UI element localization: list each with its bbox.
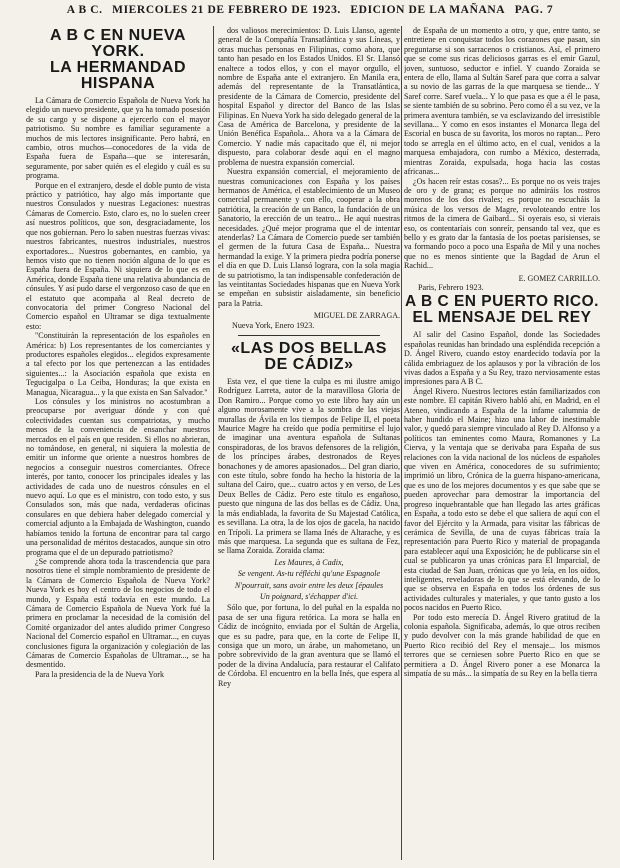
verse-line: Un poignard, s'échapper d'ici. xyxy=(259,591,359,601)
edition-label: EDICION DE LA MAÑANA xyxy=(350,4,506,16)
paragraph: La Cámara de Comercio Española de Nueva York ha elegido un nuevo presidente, que ya ha tomado posesión de su cargo y se dispone a ejercerlo con el mayor patriotismo. Su nombre es familiar seguramente a muchos de mis lectores insignificante. Pero habrá, en cambio, otros muchos—conocedores de la vida de España fuera de España—que se interesarán, seguramente, por saber quién es el elegido y cuál es su programa. xyxy=(26,96,210,181)
paragraph: Para la presidencia de la de Nueva York xyxy=(35,669,165,679)
paragraph: dos valiosos merecimientos: D. Luis Llanso, agente general de la Compañía Transatlántica y sus Líneas, y otras muchas personas en Filipinas, como ahora, que tanto han pesado en los Estados Unidos. El Sr. Llansó enaltece a todos ellos, y con el mayor orgullo, el nombre de España ante el extranjero. En Manila era, además del representante de la Transatlántica, presidente de la Cámara de Comercio, presidente del hospital Español y director del Banco de las Islas Filipinas. En Nueva York ha sido delegado general de la Casa de América de Barcelona, y presidente de la Unión Benéfica Española... Ahora va a la Cámara de Comercio. Y nadie más capacitado que él, ni mejor dispuesto, para colaborar desde aquí en el magno problema de nuestra expansión comercial. xyxy=(218,26,400,167)
article-headline: A B C EN PUERTO RICO. EL MENSAJE DEL REY xyxy=(405,293,599,327)
paragraph: Esta vez, el que tiene la culpa es mi ilustre amigo Rodríguez Larreta, autor de la maravillosa Gloria de Don Ramiro... Porque como yo este libro hay aún un alguno morosamente vive a la sombra de las viejas murallas de Ávila en los tiempos de Felipe II, el poeta Maurice Magre ha creído que podía permitirse el lujo de imaginar una aventura española de Sultanas conspiradoras, de los bravos defensores de la religión, de los príncipes árabes, destronados de Reyes bonachones y de amores apasionados... Del gran diario, con este título, sobre fondo ha hecho la historia de la sultana del Cairo, que... cuatro actos y en verso, de Les Deux Belles de Cádiz. Pero este título es engañoso, puesto que ninguna de las dos bellas es de Cádiz. Una, la más endiablada, la favorita de Su Majestad Católica, es sevillana. La otra, la de los ojos de gacela, ha nacido en Trípoli. La primera se llama Inés de Altarache, y es más que marquesa. La segunda que es sultana de Fez, se llama Zoraida. Zoraida clama: xyxy=(218,377,400,556)
article-headline: A B C EN NUEVA YORK. LA HERMANDAD HISPANA xyxy=(49,27,187,92)
separator xyxy=(238,335,380,336)
column-divider xyxy=(401,26,402,860)
paragraph: "Constituirán la representación de los españoles en América: b) Los representantes de los comerciantes y productores españoles elegidos... elegidos expresamente a tal efecto por los que pertenezcan a las entidades siguientes...: la Asociación española que exista en Tegucigalpa o La Ceiba, Honduras; la que exista en Managua, Nicaragua... y la que exista en San Salvador." xyxy=(26,331,210,397)
page-header xyxy=(0,4,620,22)
issue-date: MIERCOLES 21 DE FEBRERO DE 1923. xyxy=(112,4,341,16)
column-1 xyxy=(26,26,210,862)
article-headline: «LAS DOS BELLAS DE CÁDIZ» xyxy=(231,340,387,373)
paragraph: ¿Se comprende ahora toda la trascendencia que para nosotros tiene el simple nombramiento de presidente de la Cámara de Comercio Española de Nueva York? Nueva York es hoy el centro de los negocios de todo el mundo, y España está todavía en este mundo. La Cámara de Comercio Española de Nueva York fué la primera en proclamar la necesidad de la comisión del Comité organizador del antes aludido primer Congreso Nacional del Comercio español en Ultramar..., en cuyas conclusiones figura la organización y colegiación de las Cámaras de Comercio Españolas de Ultramar..., se ha desmentido. xyxy=(26,556,210,670)
paragraph: Nuestra expansión comercial, el mejoramiento de nuestras comunicaciones con España y los países hermanos de América, el establecimiento de un Museo comercial permanente y con ello, cooperar a la obra patriótica, la creación de un Banco, la fundación de un Sanatorio, la erección de un teatro... He aquí nuestras necesidades. ¿Qué mejor programa que el de intentar atenderlas? La Cámara de Comercio puede ser también el germen de la futura Casa de España... Nuestra hermandad la exige. Y la primera piedra podría ponerse el día en que D. Luis Llansó lograra, con la sola magia de su patriotismo, la tan indispensable confederación de las veintitantas Sociedades hispanas que en Nueva York se empeñan en subsistir aisladamente, sin beneficio para la Patria. xyxy=(218,167,400,308)
verse-line: Se vengent. As-tu réfléchi qu'une Espagnole xyxy=(237,569,381,579)
paragraph: ¿Os hacen reír estas cosas?... Es porque no os veis trajes de oro y de grana; es porque no admiráis los rostros morenos de los dos rivales; es porque no escucháis la música de los versos de Magre, revoloteando entre los ritmos de la cimera de Gaibard... Si oyerais eso, si vierais eso, os contentaríais con sonreír, pensando tal vez, que es bello y es grato dar la fantasía de los poetas parisienses, se va formando poco a poco una España de Mil y una noches que no es menos sintiente que la Bagdad de Arun el Rachid... xyxy=(404,176,600,271)
column-divider xyxy=(213,26,214,860)
paragraph: Por todo esto merecía D. Ángel Rivero gratitud de la colonia española. Significaba, además, lo que otros reciben y pudo devolver con la más grande habilidad de que en Puerto Rico recibió del Rey el mensaje... los mismos terrores que se cerniesen sobre Puerto Rico en que se permitiera a D. Ángel Rivero poner a ese Monarca la simpatía de su más... la simpatía de su Rey en la bella tierra xyxy=(404,612,600,678)
paragraph: Al salir del Casino Español, donde las Sociedades españolas reunidas han brindado una espléndida recepción a D. Ángel Rivero, cuando estoy enardecido todavía por la cálida embriaguez de los aplausos y por la vibración de los vivas dados a España y a Su Rey, trazo nerviosamente estas impresiones para A B C. xyxy=(404,330,600,387)
column-3 xyxy=(404,26,600,862)
paragraph: Ángel Rivero. Nuestros lectores están familiarizados con este nombre. El capitán Rivero habló ahí, en Madrid, en el Ateneo, vindicando a España de la infame calumnia de haber hundido el Maine; hizo una labor de inestimable valor, y quedó para siempre vinculado al Rey D. Alfonso y a políticos tan eminentes como Maura, Romanones y La Cierva, y la ventaja que se derivaba para España de sus relaciones con la vida nacional de los núcleos de españoles que viven en América, conocedores de su sufrimiento; imprimió un libro, Crónica de la guerra hispano-americana, que es uno de los mejores documentos y es que sabe que se pueden aprovechar para demostrar la importancia del progreso inquebrantable que han llegado las artes gráficas en España, a todo esto se debe el que saliera de aquí con el favor del Ejército y la Armada, para visitar las fábricas de cerámica de Sevilla, de una de cuyas fábricas traía la representación para Puerto Rico y material de propaganda para establecer aquí una Exposición; he de publicarse sin el cual se publicaron ya unas crónicas para El Imparcial, de esta ciudad de San Juan, crónicas que yo leía, en los oídos, inteligentes, reveladoras de lo que se está elevando, de lo que se observa en España en todos los órdenes de sus actividades culturales y materiales, y que tanto gusto a los pocos nacidos en Puerto Rico. xyxy=(404,386,600,613)
page-number: PAG. 7 xyxy=(514,4,554,16)
column-2 xyxy=(218,26,400,862)
dateline: Nueva York, Enero 1923. xyxy=(232,320,315,330)
author-signature: E. GOMEZ CARRILLO. xyxy=(518,273,600,283)
paragraph: Sólo que, por fortuna, lo del puñal en la espalda no pasa de ser una figura retórica. La mora se halla en Cádiz de incógnito, enviada por el Sultán de Argelia, que es su padre, para que, en la corte de Felipe II, consiga que un moro, un árabe, un mahometano, un pobre sobrevivido de la gran aventura que se llamó el poder de la divina Andalucía, para restaurar el Califato de Córdoba. El encuentro en la bella Inés, que espera al Rey xyxy=(218,603,400,688)
publication-name: A B C. xyxy=(66,4,103,16)
dateline: Paris, Febrero 1923. xyxy=(418,282,484,292)
paragraph: Porque en el extranjero, desde el doble punto de vista práctico y patriótico, hay algo más importante que nuestros Consulados y nuestras Legaciones: nuestras Cámaras de Comercio. Esto, claro es, no lo suelen creer así nuestros políticos, que son, desgraciadamente, los que nos gobiernan. Pero lo saben nuestras fuerzas vivas: nuestros fabricantes, nuestros industriales, nuestros exportadores... Nuestros gobernantes, en cambio, ya hemos visto que no tienen noción alguna de lo que es España fuera de España. Ni siquiera de lo que es en América, donde España tiene una relativa abundancia de cónsules. Y así pudo darse el vergonzoso caso de que en el estatuto que acompaña al Real decreto de convocatoria del primer Congreso Nacional del Comercio español en Ultramar se diga textualmente esto: xyxy=(26,180,210,331)
paragraph: Los cónsules y los ministros no acostumbran a preocuparse por averiguar dónde y con qué colectividades cuentan sus compatriotas, y mucho menos de la conveniencia de ensanchar nuestros mercados en el país en que residen. Si ellos no abrieran, no tomándose, en general, ni siquiera la molestia de emitir un informe que oriente a nuestros hombres de negocios a conseguir nuestros comerciantes. Ofrece interés, por tanto, conocer los principales ideales y las actividades de cada uno de nuestros cónsules en el nuevo aquí. Lo que es el ministro, con todo esto, y sus Consulados son, más que nada, verdaderas oficinas consulares en que debiera haber delegado comercial y comercial adjunto a la Embajada de Washington, cuando habíamos tenido la fortuna de encontrar para tal cargo una personalidad de méritos destacados, aunque sin otro programa que el de un depurado patriotismo? xyxy=(26,397,210,557)
verse-line: Les Maures, à Cadix, xyxy=(274,557,344,567)
author-signature: MIGUEL DE ZARRAGA. xyxy=(313,311,400,321)
paragraph: de España de un momento a otro, y que, entre tanto, se entretiene en conquistar todos los corazones que pasan, sin preguntarse si son sarracenos o cristianos. Así, el primero que se come sus ricas deliciosos garras es el emir Gazul, joven, suntuoso, seductor e infiel. Y cuando Zoraida se entera de ello, llama al Sultán Saref para que corra a salvar a su novio de las garras de la que marquesa se tiende... Y Saref corre. Saref vuela... Y lo que pasa es que a él le pasa, se siente también de su sobrino. Pero como él a su vez, ve la primera aventura también, se va esclavizando del irresistible sevillana... Y como en esos instantes el Monarca llega del Escorial en busca de su favorita, los moros no raptan... Pero todo se arregla en el último acto, en el cual, venidos a la marquesa embajadora, con rumbo a México, desterrada, mientras Zoraida, expulsada, hoga hacia las costas africanas... xyxy=(404,26,600,177)
verse-line: N'pourrait, sans avoir entre les deux [épaules xyxy=(234,580,384,590)
